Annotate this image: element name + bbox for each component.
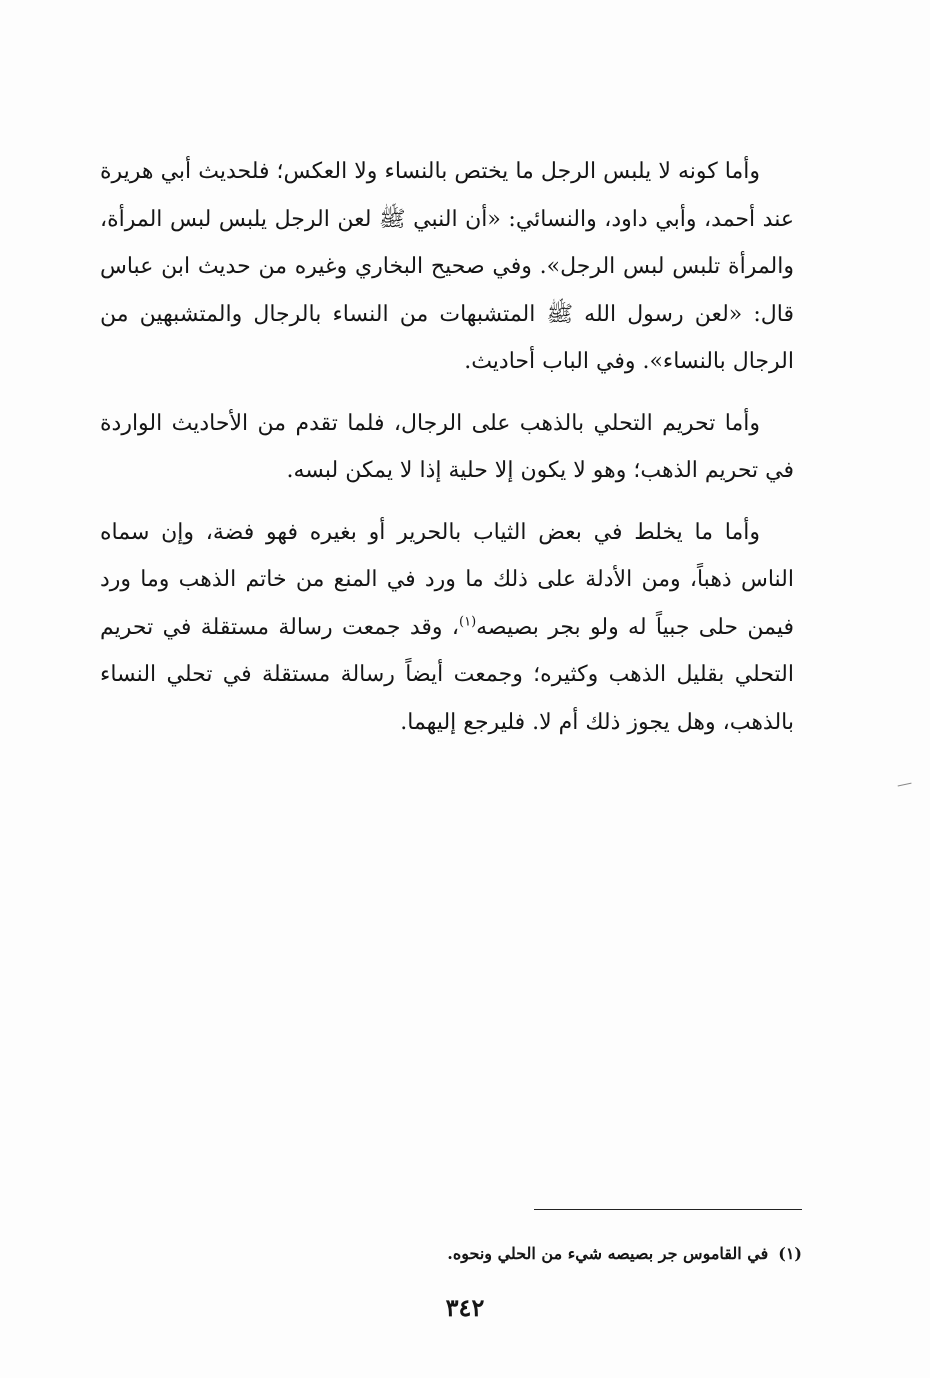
- footnote-text: في القاموس جر بصيصه شيء من الحلي ونحوه.: [447, 1244, 769, 1263]
- main-text: [100, 148, 794, 760]
- scan-artifact: [898, 783, 913, 791]
- paragraph-3: [100, 509, 794, 747]
- paragraph-3-text-after: ، وقد جمعت رسالة مستقلة في تحريم التحلي بقليل الذهب وكثيره؛ وجمعت أيضاً رسالة مستقلة في تحلي النساء بالذهب، وهل يجوز ذلك أم لا. فليرجع إليهما.: [100, 614, 794, 735]
- page-number: ٣٤٢: [445, 1293, 485, 1322]
- footnote-mark: (١): [778, 1244, 802, 1263]
- footnote-reference[interactable]: (١): [459, 614, 477, 630]
- paragraph-3-text-before: وأما ما يخلط في بعض الثياب بالحرير أو بغيره فهو فضة، وإن سماه الناس ذهباً، ومن الأدلة على ذلك ما ورد في المنع من خاتم الذهب وما ورد فيمن حلى جبياً له ولو بجر بصيصه: [100, 519, 794, 640]
- paragraph-2: وأما تحريم التحلي بالذهب على الرجال، فلما تقدم من الأحاديث الواردة في تحريم الذهب؛ وهو لا يكون إلا حلية إذا لا يمكن لبسه.: [100, 410, 794, 483]
- footnote-divider: [534, 1209, 802, 1210]
- paragraph-1: وأما كونه لا يلبس الرجل ما يختص بالنساء ولا العكس؛ فلحديث أبي هريرة عند أحمد، وأبي داود، والنسائي: «أن النبي ﷺ لعن الرجل يلبس لبس المرأة، والمرأة تلبس لبس الرجل». وفي صحيح البخاري وغيره من حديث ابن عباس قال: «لعن رسول الله ﷺ المتشبهات من النساء بالرجال والمتشبهين من الرجال بالنساء». وفي الباب أحاديث.: [100, 159, 794, 374]
- footnote: [420, 1240, 802, 1268]
